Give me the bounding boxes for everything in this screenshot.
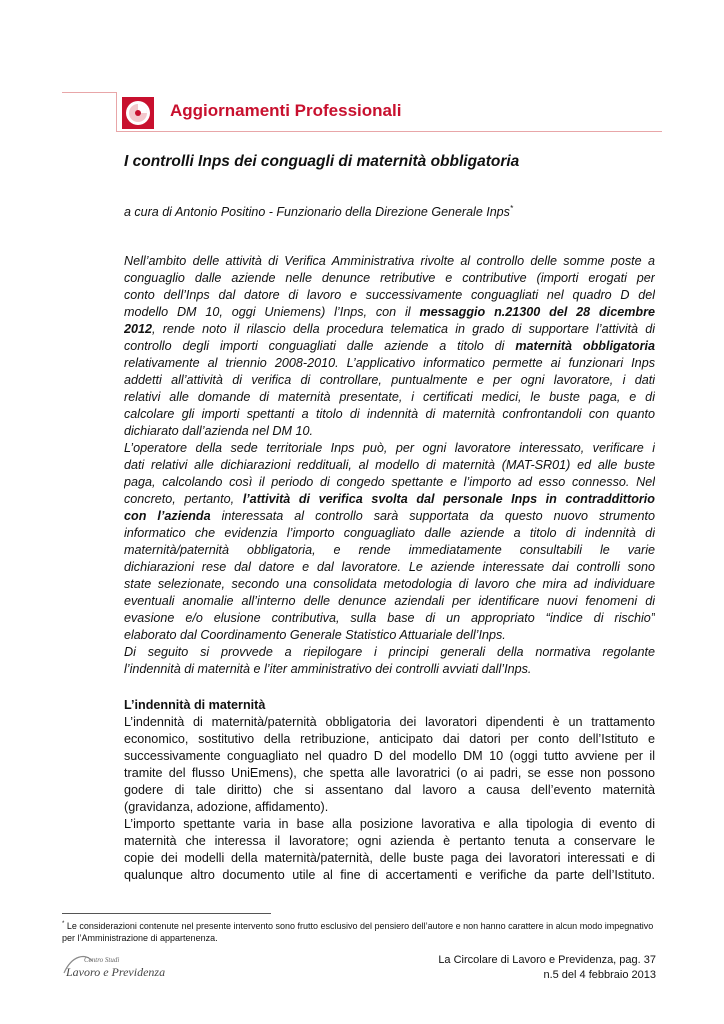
text-line: calcolare gli importi spettanti a titolo di indennità di maternità confrontandoli con quanto xyxy=(124,407,655,421)
text-line: (gravidanza, adozione, affidamento). xyxy=(124,800,329,814)
text-line: L’operatore della sede territoriale Inps può, per ogni lavoratore interessato, verificare i xyxy=(124,441,655,455)
text-span: concreto, pertanto, xyxy=(124,492,243,506)
publication-info: La Circolare di Lavoro e Previdenza, pag. 37 xyxy=(438,954,656,966)
byline-footnote-mark: * xyxy=(509,204,513,213)
byline xyxy=(124,204,513,219)
text-span: , rende noto il rilascio della procedura telematica in grado di supportare l’attività di xyxy=(152,322,655,336)
message-year: 2012 xyxy=(124,322,153,336)
header-rule-bottom xyxy=(116,131,662,132)
footnote-text: Le considerazioni contenute nel presente intervento sono frutto esclusivo del pensiero dell’autore e non hanno carattere in alcun modo impegnativo per l’Amministrazione di appartenenza. xyxy=(62,921,654,943)
text-line xyxy=(124,508,655,525)
text-line: maternità/paternità obbligatoria, e rende immediatamente consultabili le varie xyxy=(124,543,655,557)
centro-studi-logo xyxy=(62,951,172,981)
logo-main-text: Lavoro e Previdenza xyxy=(66,965,166,979)
section-heading: L’indennità di maternità xyxy=(124,698,266,712)
text-line: tramite del flusso UniEmens), che spetta alle lavoratrici (o ai padri, se esse non possono xyxy=(124,766,655,780)
text-line: l’indennità di maternità e l’iter amministrativo dei controlli avviati dall’Inps. xyxy=(124,662,532,676)
text-line: paga, calcolando così il periodo di congedo spettante e l’importo ad esso connesso. Nel xyxy=(124,475,655,489)
header-rule-top xyxy=(62,92,117,93)
bold-term-maternity: maternità obbligatoria xyxy=(515,339,655,353)
text-span: modello DM 10, oggi Uniemens) l’Inps, con il xyxy=(124,305,420,319)
cd-disc-icon xyxy=(122,97,154,129)
text-line: relativi alle domande di maternità presentate, i certificati medici, le buste paga, e di xyxy=(124,390,655,404)
text-line: Di seguito si provvede a riepilogare i principi generali della normativa regolante xyxy=(124,645,655,659)
text-line: state selezionate, secondo una consolidata metodologia di lavoro che mira ad individuare xyxy=(124,577,655,591)
text-line: qualunque altro documento utile al fine di accertamenti e verifiche da parte dell’Istituto. xyxy=(124,868,655,882)
text-line: L’importo spettante varia in base alla posizione lavorativa e alla tipologia di evento di xyxy=(124,817,655,831)
article-title: I controlli Inps dei conguagli di maternità obbligatoria xyxy=(124,153,520,170)
text-line: Nell’ambito delle attività di Verifica Amministrativa rivolte al controllo delle somme poste a xyxy=(124,254,655,268)
footnote-mark: * xyxy=(62,921,65,927)
text-line: evasione e/o elusione contributiva, sulla base di un appropriato “indice di rischio” xyxy=(124,611,655,625)
bold-verification-phrase-end: con l’azienda xyxy=(124,509,211,523)
text-line: successivamente conguagliato nel quadro D del modello DM 10 (oggi tutto avviene per il xyxy=(124,749,655,763)
issue-info: n.5 del 4 febbraio 2013 xyxy=(543,969,656,981)
footnote xyxy=(62,918,656,944)
text-line xyxy=(124,304,655,321)
intro-paragraph-1 xyxy=(124,253,655,440)
message-reference: messaggio n.21300 del 28 dicembre xyxy=(419,305,655,319)
text-line xyxy=(124,491,655,508)
text-line: addetti all’attività di verifica di controllare, puntualmente e per ogni lavoratore, i dati xyxy=(124,373,655,387)
byline-text: a cura di Antonio Positino - Funzionario della Direzione Generale Inps xyxy=(124,205,510,220)
section-paragraph-2 xyxy=(124,816,655,884)
text-line xyxy=(124,321,655,338)
bold-verification-phrase: l’attività di verifica svolta dal personale Inps in contraddittorio xyxy=(242,492,655,506)
text-line: dichiarato dall’azienda nel DM 10. xyxy=(124,424,314,438)
text-line: conto dell’Inps dal datore di lavoro e successivamente conguagliati nel quadro D del xyxy=(124,288,655,302)
section-header-title: Aggiornamenti Professionali xyxy=(170,101,402,120)
text-line: godere di tale diritto) che si assentano dal lavoro a causa dell’evento maternità xyxy=(124,783,655,797)
intro-paragraph-3 xyxy=(124,644,655,678)
text-line: dati relativi alle dichiarazioni reddituali, al modello di maternità (MAT-SR01) ed alle buste xyxy=(124,458,655,472)
text-line: elaborato dal Coordinamento Generale Statistico Attuariale dell’Inps. xyxy=(124,628,506,642)
section-paragraph-1 xyxy=(124,714,655,816)
text-line: dichiarazioni rese dal datore e dal lavoratore. Le aziende interessate dai controlli sono xyxy=(124,560,655,574)
text-line: maternità che interessa il lavoratore; ogni azienda è pertanto tenuta a conservare le xyxy=(124,834,655,848)
text-line: informatico che evidenzia l’importo conguagliato dalle aziende a titolo di indennità di xyxy=(124,526,655,540)
page-footer xyxy=(438,953,656,983)
text-line: copie dei modelli della maternità/paternità, delle buste paga dei lavoratori interessati e di xyxy=(124,851,655,865)
text-line: economico, sostitutivo della retribuzione, anticipato dai datori per conto dell’Istituto e xyxy=(124,732,655,746)
text-line: conguaglio dalle aziende nelle denunce retributive e contributive (importi erogati per xyxy=(124,271,655,285)
intro-paragraph-2 xyxy=(124,440,655,644)
text-line: relativamente al triennio 2008-2010. L’applicativo informatico permette ai funzionari Inps xyxy=(124,356,655,370)
footnote-separator xyxy=(62,913,271,914)
text-span: interessata al controllo sarà supportata da questo nuovo strumento xyxy=(210,509,655,523)
text-line: L’indennità di maternità/paternità obbligatoria dei lavoratori dipendenti è un trattamento xyxy=(124,715,655,729)
text-line xyxy=(124,338,655,355)
logo-small-text: Centro Studi xyxy=(84,956,120,964)
text-span: controllo degli importi conguagliati dalle aziende a titolo di xyxy=(124,339,516,353)
text-line: eventuali anomalie all’interno delle denunce aziendali per identificare nuovi fenomeni di xyxy=(124,594,655,608)
header-rule-vertical xyxy=(116,92,117,132)
